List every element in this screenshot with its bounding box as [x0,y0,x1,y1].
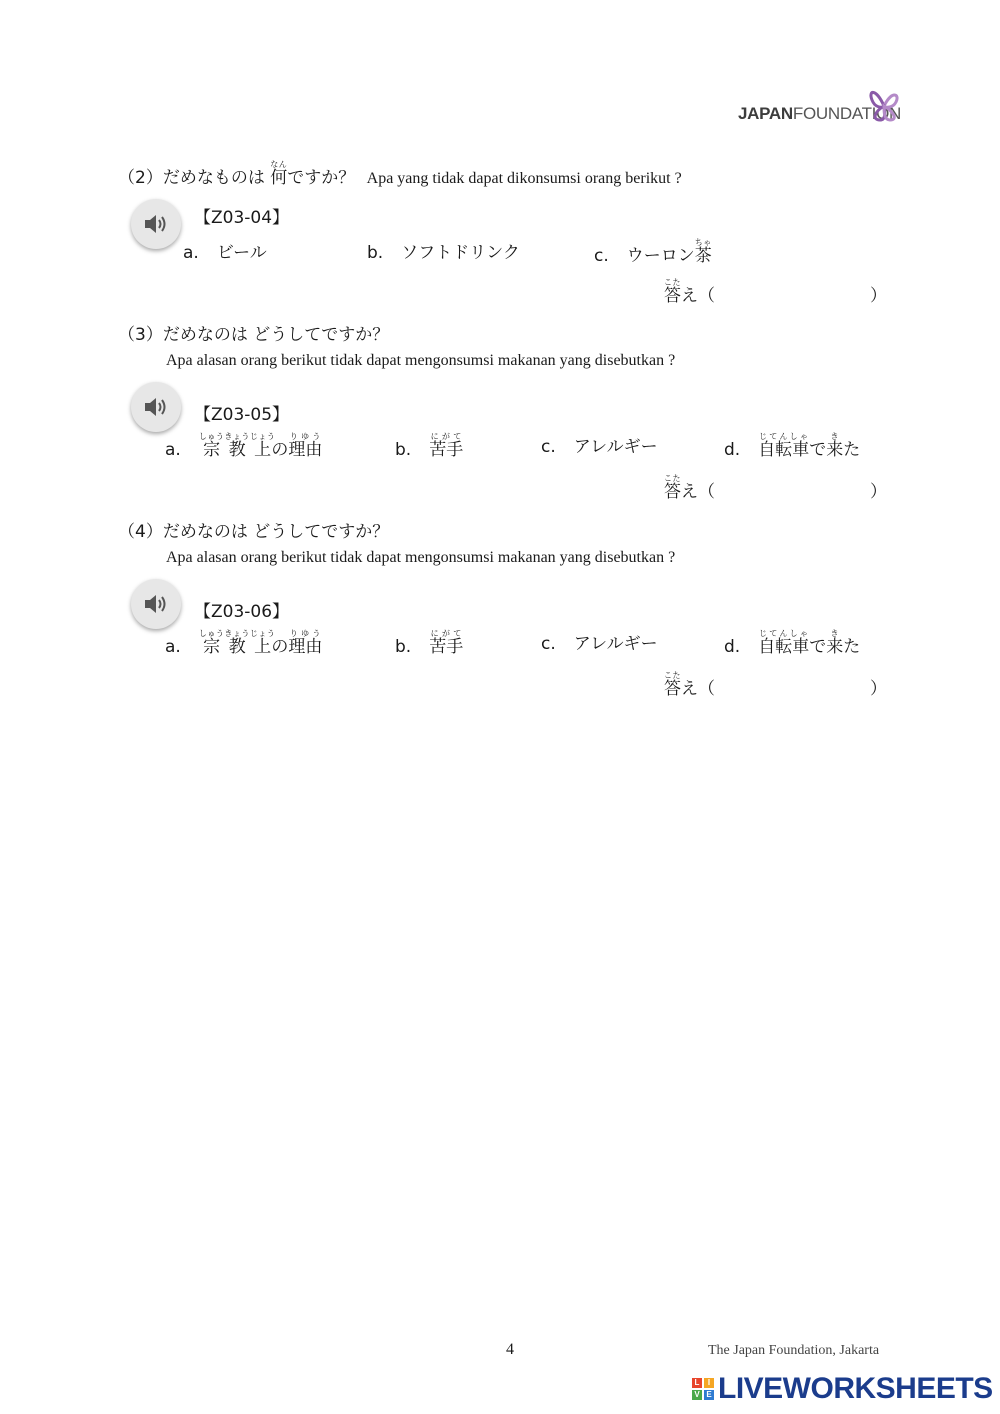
question-subtitle: Apa alasan orang berikut tidak dapat mengonsumsi makanan yang disebutkan ? [166,352,676,369]
option-label: d. [724,440,741,460]
option-text-end: た [843,637,861,657]
ruby-word: 来き [826,432,844,460]
question-text: だめなのは どうしてですか？ [162,522,390,542]
option-c[interactable] [541,432,658,457]
audio-play-button-z03-04[interactable] [131,199,181,249]
option-a[interactable] [165,432,322,460]
question-4-title [118,517,389,542]
page-number: 4 [506,1341,514,1358]
option-text: アレルギー [573,437,658,457]
answer-close: ） [870,286,887,306]
ruby-word: 自転車じてんしゃ [758,432,810,460]
option-a[interactable] [165,629,322,657]
question-number: （3） [118,325,163,345]
option-text: で [809,637,827,657]
speaker-icon [143,395,169,419]
brand-grid-letter: E [704,1390,714,1400]
audio-code: 【Z03-06】 [194,602,290,622]
option-label: b. [367,243,384,263]
ruby-word: 上じょう [249,629,276,657]
ruby-word: 理由りゆう [288,432,323,460]
option-b[interactable] [395,629,463,657]
liveworksheets-brand[interactable] [692,1372,993,1406]
answer-field[interactable] [664,474,887,502]
option-d[interactable] [724,629,860,657]
option-b[interactable] [395,432,463,460]
ruby-word: 宗しゅう [198,432,225,460]
ruby-word: 苦手にがて [429,629,464,657]
option-c[interactable] [541,629,658,654]
butterfly-logo-icon [866,84,902,128]
audio-play-button-z03-06[interactable] [131,579,181,629]
option-text: アレルギー [573,634,658,654]
question-text-end: ですか？ [287,168,356,188]
brand-grid-letter: V [692,1390,702,1400]
speaker-icon [143,212,169,236]
answer-close: ） [870,482,887,502]
option-text: の [271,440,289,460]
ruby-word: 何なん [270,160,288,188]
option-b[interactable] [367,238,520,263]
option-text: ソフトドリンク [401,243,520,263]
answer-label: え（ [681,482,715,502]
brand-grid-letter: I [704,1378,714,1388]
answer-close: ） [870,679,887,699]
option-label: d. [724,637,741,657]
ruby-word: 苦手にがて [429,432,464,460]
liveworksheets-logo-icon [692,1378,714,1400]
option-label: c. [541,437,556,457]
option-text-end: た [843,440,861,460]
ruby-word: 答こた [664,278,681,306]
ruby-word: 宗しゅう [198,629,225,657]
question-number: （2） [118,168,163,188]
audio-play-button-z03-05[interactable] [131,382,181,432]
option-d[interactable] [724,432,860,460]
question-number: （4） [118,522,163,542]
speaker-icon [143,592,169,616]
ruby-word: 来き [826,629,844,657]
logo-bold: JAPAN [738,104,793,123]
ruby-word: 上じょう [249,432,276,460]
ruby-word: 理由りゆう [288,629,323,657]
ruby-word: 答こた [664,474,681,502]
ruby-word: 教きょう [224,432,250,460]
option-c[interactable] [594,238,712,266]
audio-code: 【Z03-05】 [194,405,290,425]
logo-rest: FOUNDATION [792,104,901,123]
question-3-title [118,320,389,345]
option-text: の [271,637,289,657]
option-text: で [809,440,827,460]
answer-field[interactable] [664,671,887,699]
ruby-word: 教きょう [224,629,250,657]
option-a[interactable] [183,238,267,263]
option-label: a. [165,637,181,657]
option-label: c. [541,634,556,654]
ruby-word: 茶ちゃ [694,238,712,266]
brand-name: LIVEWORKSHEETS [718,1372,993,1405]
brand-grid-letter: L [692,1378,702,1388]
audio-code: 【Z03-04】 [194,208,290,228]
answer-label: え（ [681,679,715,699]
ruby-word: 答こた [664,671,681,699]
option-label: c. [594,246,609,266]
option-label: a. [165,440,181,460]
answer-label: え（ [681,286,715,306]
ruby-word: 自転車じてんしゃ [758,629,810,657]
question-2-title [118,160,682,188]
question-subtitle: Apa alasan orang berikut tidak dapat mengonsumsi makanan yang disebutkan ? [166,549,676,566]
answer-field[interactable] [664,278,887,306]
question-subtitle: Apa yang tidak dapat dikonsumsi orang berikut ? [366,170,682,187]
question-text: だめなのは どうしてですか？ [162,325,390,345]
option-text: ビール [216,243,267,263]
option-label: b. [395,637,412,657]
question-text: だめなものは [162,168,265,188]
option-label: a. [183,243,199,263]
option-text: ウーロン [626,246,695,266]
footer-organization: The Japan Foundation, Jakarta [708,1343,880,1358]
option-label: b. [395,440,412,460]
